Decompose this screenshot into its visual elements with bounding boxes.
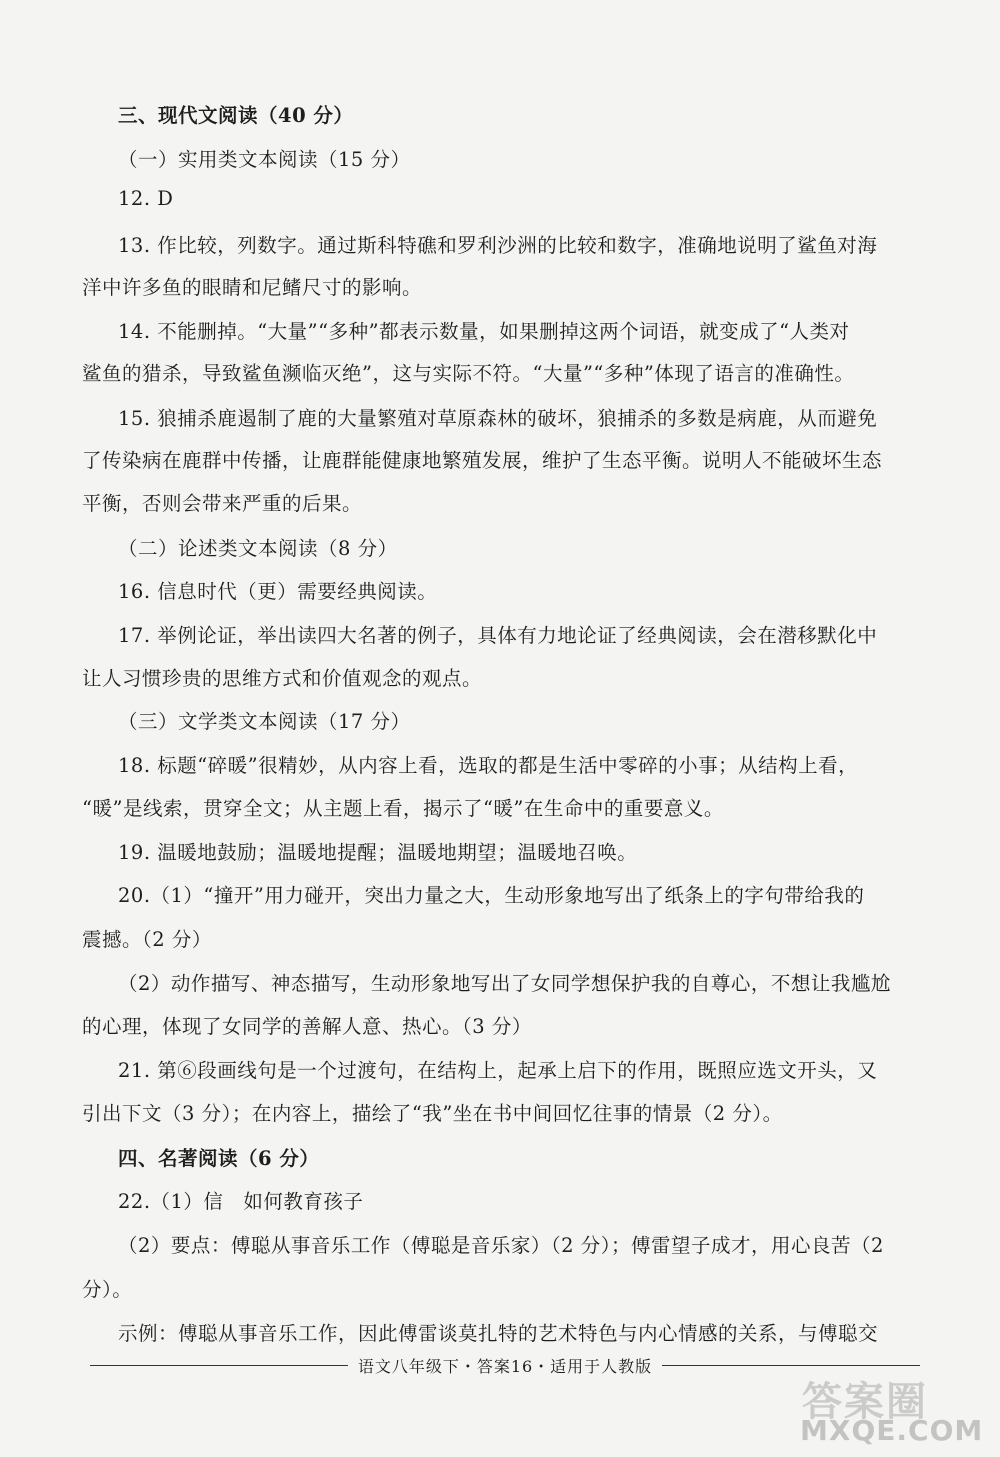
text-line: 20.（1）“撞开”用力碰开，突出力量之大，生动形象地写出了纸条上的字句带给我的 [118, 884, 865, 907]
text-line: 引出下文（3 分）；在内容上，描绘了“我”坐在书中间回忆往事的情景（2 分）。 [82, 1102, 783, 1125]
text-line: 示例：傅聪从事音乐工作，因此傅雷谈莫扎特的艺术特色与内心情感的关系，与傅聪交 [118, 1322, 879, 1345]
text-line: （一）实用类文本阅读（15 分） [118, 148, 411, 171]
watermark-top-text: 答案圈 [802, 1379, 928, 1425]
text-line: 的心理，体现了女同学的善解人意、热心。（3 分） [82, 1015, 532, 1038]
watermark-logo [782, 1370, 982, 1450]
text-line: （2）动作描写、神态描写，生动形象地写出了女同学想保护我的自尊心，不想让我尴尬 [118, 972, 891, 995]
text-line: 洋中许多鱼的眼睛和尼鳍尺寸的影响。 [82, 276, 423, 299]
text-line: 17. 举例论证，举出读四大名著的例子，具体有力地论证了经典阅读，会在潜移默化中 [118, 624, 878, 647]
text-line: 22.（1）信 如何教育孩子 [118, 1190, 364, 1213]
text-line: （三）文学类文本阅读（17 分） [118, 710, 411, 733]
text-line: 12. D [118, 187, 174, 210]
text-line: 15. 狼捕杀鹿遏制了鹿的大量繁殖对草原森林的破坏，狼捕杀的多数是病鹿，从而避免 [118, 407, 878, 430]
text-line: 21. 第⑥段画线句是一个过渡句，在结构上，起承上启下的作用，既照应选文开头，又 [118, 1059, 878, 1082]
text-line: 让人习惯珍贵的思维方式和价值观念的观点。 [82, 667, 483, 690]
text-line: 13. 作比较，列数字。通过斯科特礁和罗利沙洲的比较和数字，准确地说明了鲨鱼对海 [118, 234, 878, 257]
text-line: 了传染病在鹿群中传播，让鹿群能健康地繁殖发展，维护了生态平衡。说明人不能破坏生态 [82, 449, 883, 472]
footer-text: 语文八年级下・答案16・适用于人教版 [357, 1356, 653, 1376]
footer-rule-left [90, 1365, 348, 1366]
text-line: （2）要点：傅聪从事音乐工作（傅聪是音乐家）（2 分）；傅雷望子成才，用心良苦（2 [118, 1234, 884, 1257]
text-line: 14. 不能删掉。“大量”“多种”都表示数量，如果删掉这两个词语，就变成了“人类对 [118, 320, 850, 343]
footer-rule-right [662, 1365, 920, 1366]
text-line: 四、名著阅读（6 分） [118, 1147, 320, 1170]
text-line: 三、现代文阅读（40 分） [118, 104, 354, 127]
text-line: 鲨鱼的猎杀，导致鲨鱼濒临灭绝”，这与实际不符。“大量”“多种”体现了语言的准确性。 [82, 362, 855, 385]
watermark-bottom-text: MXQE.COM [800, 1414, 984, 1447]
text-line: 16. 信息时代（更）需要经典阅读。 [118, 580, 438, 603]
text-line: 18. 标题“碎暖”很精妙，从内容上看，选取的都是生活中零碎的小事；从结构上看， [118, 754, 859, 777]
text-line: （二）论述类文本阅读（8 分） [118, 537, 398, 560]
text-line: 平衡，否则会带来严重的后果。 [82, 492, 363, 515]
text-line: “暖”是线索，贯穿全文；从主题上看，揭示了“暖”在生命中的重要意义。 [82, 797, 724, 820]
text-line: 震撼。（2 分） [82, 928, 212, 951]
text-line: 19. 温暖地鼓励；温暖地提醒；温暖地期望；温暖地召唤。 [118, 841, 638, 864]
text-line: 分）。 [82, 1278, 133, 1301]
